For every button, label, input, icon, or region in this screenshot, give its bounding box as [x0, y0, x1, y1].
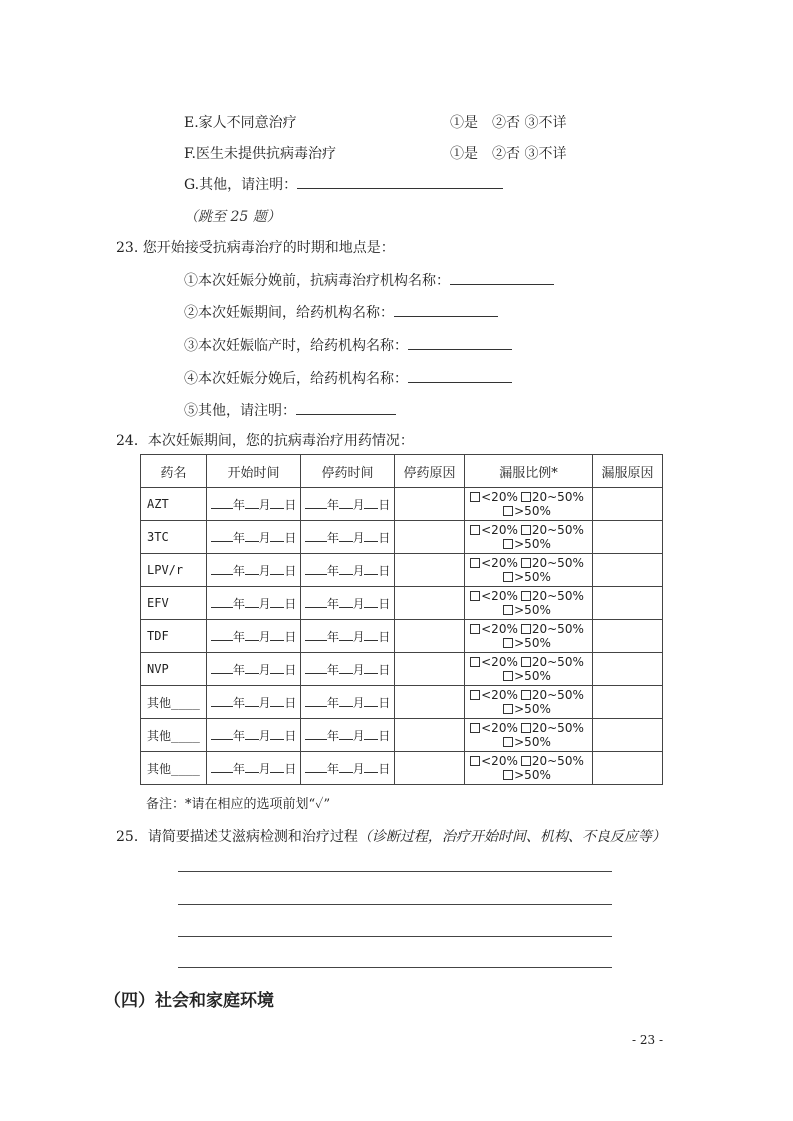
month-blank[interactable]: [339, 762, 353, 773]
checkbox-label: <20%: [481, 688, 518, 702]
year-blank[interactable]: [305, 597, 327, 608]
day-unit: 日: [378, 596, 391, 611]
header-start-time: 开始时间: [207, 455, 301, 488]
missed-ratio-cell: [465, 554, 593, 587]
day-unit: 日: [378, 761, 391, 776]
year-unit: 年: [326, 761, 339, 776]
start-date-cell[interactable]: [207, 752, 301, 785]
month-unit: 月: [352, 629, 365, 644]
stop-date-cell[interactable]: [301, 587, 395, 620]
year-unit: 年: [326, 596, 339, 611]
missed-reason-cell[interactable]: [593, 488, 663, 521]
month-blank[interactable]: [339, 729, 353, 740]
month-unit: 月: [352, 728, 365, 743]
year-unit: 年: [232, 563, 245, 578]
stop-reason-cell[interactable]: [395, 620, 465, 653]
checkbox-label: 20~50%: [531, 622, 584, 636]
checkbox-label: <20%: [481, 655, 518, 669]
year-unit: 年: [326, 530, 339, 545]
stop-date-cell[interactable]: [301, 488, 395, 521]
year-blank[interactable]: [305, 762, 327, 773]
checkbox[interactable]: [470, 525, 480, 535]
month-blank[interactable]: [245, 729, 259, 740]
stop-reason-cell[interactable]: [395, 719, 465, 752]
month-unit: 月: [352, 563, 365, 578]
checkbox[interactable]: [503, 770, 513, 780]
day-blank[interactable]: [364, 630, 378, 641]
section-4-title: （四）社会和家庭环境: [104, 991, 274, 1011]
checkbox-label: >50%: [514, 768, 551, 782]
table-row: [141, 719, 663, 752]
day-unit: 日: [284, 629, 297, 644]
missed-ratio-cell: [465, 653, 593, 686]
stop-date-cell[interactable]: [301, 653, 395, 686]
header-missed-reason: 漏服原因: [593, 455, 663, 488]
day-unit: 日: [284, 728, 297, 743]
checkbox[interactable]: [503, 638, 513, 648]
year-unit: 年: [326, 695, 339, 710]
month-blank[interactable]: [245, 762, 259, 773]
year-unit: 年: [326, 662, 339, 677]
year-blank[interactable]: [211, 762, 233, 773]
month-blank[interactable]: [245, 630, 259, 641]
q23-option-4-input[interactable]: [408, 368, 512, 383]
month-blank[interactable]: [339, 696, 353, 707]
month-blank[interactable]: [339, 630, 353, 641]
checkbox-label: >50%: [514, 504, 551, 518]
year-unit: 年: [232, 629, 245, 644]
year-blank[interactable]: [305, 498, 327, 509]
table-row: [141, 752, 663, 785]
table-row: [141, 554, 663, 587]
q23-option-1-input[interactable]: [450, 270, 554, 285]
q23-option-3-input[interactable]: [408, 335, 512, 350]
start-date-cell[interactable]: [207, 554, 301, 587]
drug-name-cell: 其他____: [141, 752, 207, 785]
table-row: [141, 686, 663, 719]
checkbox[interactable]: [470, 558, 480, 568]
day-blank[interactable]: [364, 762, 378, 773]
day-blank[interactable]: [270, 762, 284, 773]
drug-name-cell: NVP: [141, 653, 207, 686]
checkbox[interactable]: [470, 624, 480, 634]
missed-ratio-cell: [465, 752, 593, 785]
stop-reason-cell[interactable]: [395, 587, 465, 620]
month-blank[interactable]: [339, 498, 353, 509]
year-unit: 年: [232, 695, 245, 710]
drug-name-cell: TDF: [141, 620, 207, 653]
year-blank[interactable]: [305, 729, 327, 740]
month-unit: 月: [352, 596, 365, 611]
year-unit: 年: [326, 563, 339, 578]
day-unit: 日: [284, 530, 297, 545]
day-blank[interactable]: [270, 729, 284, 740]
q23-option-2: ②本次妊娠期间，给药机构名称：: [184, 302, 498, 322]
stop-reason-cell[interactable]: [395, 488, 465, 521]
checkbox-label: <20%: [481, 556, 518, 570]
table-row: [141, 488, 663, 521]
checkbox[interactable]: [503, 704, 513, 714]
start-date-cell[interactable]: [207, 521, 301, 554]
q23-title: 23. 您开始接受抗病毒治疗的时期和地点是：: [116, 240, 395, 256]
checkbox-label: <20%: [481, 490, 518, 504]
checkbox[interactable]: [470, 657, 480, 667]
stop-reason-cell[interactable]: [395, 752, 465, 785]
reason-e-options[interactable]: ①是 ②否 ③不详: [450, 115, 567, 131]
reason-e: E.家人不同意治疗: [184, 115, 297, 131]
checkbox[interactable]: [503, 506, 513, 516]
answer-line-1[interactable]: [178, 871, 612, 872]
day-unit: 日: [378, 629, 391, 644]
day-unit: 日: [284, 662, 297, 677]
checkbox[interactable]: [521, 690, 531, 700]
missed-reason-cell[interactable]: [593, 620, 663, 653]
checkbox[interactable]: [521, 756, 531, 766]
header-drug-name: 药名: [141, 455, 207, 488]
checkbox-label: >50%: [514, 537, 551, 551]
q23-option-1: ①本次妊娠分娩前，抗病毒治疗机构名称：: [184, 270, 554, 290]
checkbox-label: <20%: [481, 721, 518, 735]
month-unit: 月: [352, 695, 365, 710]
q23-option-5: ⑤其他，请注明：: [184, 400, 396, 420]
day-unit: 日: [378, 662, 391, 677]
month-unit: 月: [352, 530, 365, 545]
page-number: - 23 -: [632, 1033, 664, 1047]
checkbox[interactable]: [470, 492, 480, 502]
checkbox[interactable]: [503, 572, 513, 582]
day-unit: 日: [378, 563, 391, 578]
table-row: [141, 521, 663, 554]
year-unit: 年: [232, 596, 245, 611]
drug-name-cell: LPV/r: [141, 554, 207, 587]
day-unit: 日: [284, 761, 297, 776]
checkbox[interactable]: [521, 591, 531, 601]
day-blank[interactable]: [270, 696, 284, 707]
header-missed-ratio: 漏服比例*: [465, 455, 593, 488]
skip-note: （跳至 25 题）: [184, 209, 281, 225]
day-blank[interactable]: [364, 663, 378, 674]
checkbox[interactable]: [503, 539, 513, 549]
q23-option-5-input[interactable]: [296, 400, 396, 415]
stop-reason-cell[interactable]: [395, 554, 465, 587]
missed-ratio-cell: [465, 686, 593, 719]
checkbox[interactable]: [470, 756, 480, 766]
day-blank[interactable]: [270, 597, 284, 608]
month-blank[interactable]: [339, 531, 353, 542]
table-row: [141, 653, 663, 686]
start-date-cell[interactable]: [207, 653, 301, 686]
header-stop-time: 停药时间: [301, 455, 395, 488]
drug-name-cell: 其他____: [141, 719, 207, 752]
stop-date-cell[interactable]: [301, 554, 395, 587]
year-unit: 年: [232, 761, 245, 776]
missed-ratio-cell: [465, 587, 593, 620]
month-blank[interactable]: [245, 696, 259, 707]
month-unit: 月: [352, 662, 365, 677]
month-unit: 月: [258, 695, 271, 710]
month-blank[interactable]: [339, 663, 353, 674]
checkbox-label: >50%: [514, 735, 551, 749]
day-unit: 日: [378, 728, 391, 743]
month-unit: 月: [258, 563, 271, 578]
checkbox[interactable]: [521, 492, 531, 502]
year-blank[interactable]: [305, 630, 327, 641]
checkbox-label: 20~50%: [531, 688, 584, 702]
day-unit: 日: [284, 695, 297, 710]
checkbox-label: >50%: [514, 570, 551, 584]
checkbox-label: 20~50%: [531, 523, 584, 537]
stop-date-cell[interactable]: [301, 521, 395, 554]
checkbox-label: >50%: [514, 603, 551, 617]
checkbox[interactable]: [521, 657, 531, 667]
year-blank[interactable]: [211, 630, 233, 641]
year-blank[interactable]: [211, 564, 233, 575]
day-unit: 日: [378, 497, 391, 512]
drug-name-cell: AZT: [141, 488, 207, 521]
month-blank[interactable]: [245, 498, 259, 509]
day-blank[interactable]: [270, 531, 284, 542]
month-unit: 月: [258, 629, 271, 644]
month-unit: 月: [258, 662, 271, 677]
checkbox[interactable]: [470, 690, 480, 700]
answer-line-3[interactable]: [178, 936, 612, 937]
year-unit: 年: [326, 629, 339, 644]
missed-reason-cell[interactable]: [593, 719, 663, 752]
year-unit: 年: [326, 497, 339, 512]
month-blank[interactable]: [339, 564, 353, 575]
start-date-cell[interactable]: [207, 587, 301, 620]
checkbox[interactable]: [470, 723, 480, 733]
missed-reason-cell[interactable]: [593, 521, 663, 554]
day-unit: 日: [284, 596, 297, 611]
start-date-cell[interactable]: [207, 686, 301, 719]
checkbox-label: <20%: [481, 589, 518, 603]
checkbox-label: 20~50%: [531, 655, 584, 669]
checkbox-label: >50%: [514, 636, 551, 650]
table-row: [141, 620, 663, 653]
checkbox-label: 20~50%: [531, 721, 584, 735]
month-unit: 月: [352, 497, 365, 512]
year-blank[interactable]: [211, 531, 233, 542]
drug-name-cell: EFV: [141, 587, 207, 620]
day-blank[interactable]: [364, 696, 378, 707]
table-row: [141, 587, 663, 620]
reason-g-input[interactable]: [297, 174, 503, 189]
month-unit: 月: [258, 596, 271, 611]
checkbox-label: >50%: [514, 702, 551, 716]
year-blank[interactable]: [211, 498, 233, 509]
answer-line-2[interactable]: [178, 904, 612, 905]
checkbox-label: 20~50%: [531, 556, 584, 570]
year-unit: 年: [326, 728, 339, 743]
month-unit: 月: [258, 728, 271, 743]
month-blank[interactable]: [245, 597, 259, 608]
day-unit: 日: [378, 695, 391, 710]
day-blank[interactable]: [364, 564, 378, 575]
stop-reason-cell[interactable]: [395, 686, 465, 719]
checkbox-label: <20%: [481, 622, 518, 636]
stop-date-cell[interactable]: [301, 752, 395, 785]
q23-option-4: ④本次妊娠分娩后，给药机构名称：: [184, 368, 512, 388]
start-date-cell[interactable]: [207, 719, 301, 752]
q24-title: 24．本次妊娠期间，您的抗病毒治疗用药情况：: [116, 433, 414, 449]
month-unit: 月: [352, 761, 365, 776]
missed-reason-cell[interactable]: [593, 587, 663, 620]
medication-table: [140, 454, 663, 785]
checkbox[interactable]: [521, 624, 531, 634]
day-unit: 日: [284, 563, 297, 578]
missed-ratio-cell: [465, 521, 593, 554]
missed-ratio-cell: [465, 719, 593, 752]
year-blank[interactable]: [305, 663, 327, 674]
header-stop-reason: 停药原因: [395, 455, 465, 488]
day-blank[interactable]: [364, 729, 378, 740]
stop-date-cell[interactable]: [301, 719, 395, 752]
month-unit: 月: [258, 761, 271, 776]
day-blank[interactable]: [364, 498, 378, 509]
year-blank[interactable]: [305, 564, 327, 575]
missed-reason-cell[interactable]: [593, 554, 663, 587]
year-blank[interactable]: [211, 729, 233, 740]
q25-title: 25．请简要描述艾滋病检测和治疗过程（诊断过程，治疗开始时间、机构、不良反应等）: [116, 829, 666, 845]
day-blank[interactable]: [270, 663, 284, 674]
checkbox[interactable]: [521, 558, 531, 568]
table-note: 备注：*请在相应的选项前划“✓”: [146, 797, 331, 812]
checkbox[interactable]: [470, 591, 480, 601]
q23-option-3: ③本次妊娠临产时，给药机构名称：: [184, 335, 512, 355]
stop-reason-cell[interactable]: [395, 521, 465, 554]
year-blank[interactable]: [211, 597, 233, 608]
month-unit: 月: [258, 497, 271, 512]
month-unit: 月: [258, 530, 271, 545]
day-unit: 日: [284, 497, 297, 512]
drug-name-cell: 其他____: [141, 686, 207, 719]
year-blank[interactable]: [305, 531, 327, 542]
month-blank[interactable]: [245, 663, 259, 674]
start-date-cell[interactable]: [207, 620, 301, 653]
day-blank[interactable]: [270, 630, 284, 641]
checkbox[interactable]: [503, 737, 513, 747]
year-blank[interactable]: [305, 696, 327, 707]
start-date-cell[interactable]: [207, 488, 301, 521]
year-unit: 年: [232, 728, 245, 743]
day-blank[interactable]: [364, 531, 378, 542]
year-unit: 年: [232, 662, 245, 677]
day-blank[interactable]: [270, 564, 284, 575]
checkbox-label: <20%: [481, 523, 518, 537]
reason-f-options[interactable]: ①是 ②否 ③不详: [450, 146, 567, 162]
answer-line-4[interactable]: [178, 967, 612, 968]
q23-option-2-input[interactable]: [394, 302, 498, 317]
drug-name-cell: 3TC: [141, 521, 207, 554]
checkbox-label: 20~50%: [531, 754, 584, 768]
year-blank[interactable]: [211, 663, 233, 674]
missed-reason-cell[interactable]: [593, 686, 663, 719]
checkbox[interactable]: [503, 605, 513, 615]
day-unit: 日: [378, 530, 391, 545]
day-blank[interactable]: [270, 498, 284, 509]
missed-ratio-cell: [465, 620, 593, 653]
reason-f: F.医生未提供抗病毒治疗: [184, 146, 336, 162]
checkbox[interactable]: [521, 525, 531, 535]
stop-date-cell[interactable]: [301, 686, 395, 719]
year-unit: 年: [232, 530, 245, 545]
month-blank[interactable]: [245, 564, 259, 575]
missed-reason-cell[interactable]: [593, 653, 663, 686]
day-blank[interactable]: [364, 597, 378, 608]
month-blank[interactable]: [245, 531, 259, 542]
year-unit: 年: [232, 497, 245, 512]
checkbox[interactable]: [521, 723, 531, 733]
checkbox-label: 20~50%: [531, 490, 584, 504]
reason-g: G.其他，请注明：: [184, 174, 503, 194]
missed-ratio-cell: [465, 488, 593, 521]
checkbox[interactable]: [503, 671, 513, 681]
table-header-row: [141, 455, 663, 488]
missed-reason-cell[interactable]: [593, 752, 663, 785]
stop-date-cell[interactable]: [301, 620, 395, 653]
checkbox-label: >50%: [514, 669, 551, 683]
checkbox-label: 20~50%: [531, 589, 584, 603]
month-blank[interactable]: [339, 597, 353, 608]
stop-reason-cell[interactable]: [395, 653, 465, 686]
checkbox-label: <20%: [481, 754, 518, 768]
year-blank[interactable]: [211, 696, 233, 707]
